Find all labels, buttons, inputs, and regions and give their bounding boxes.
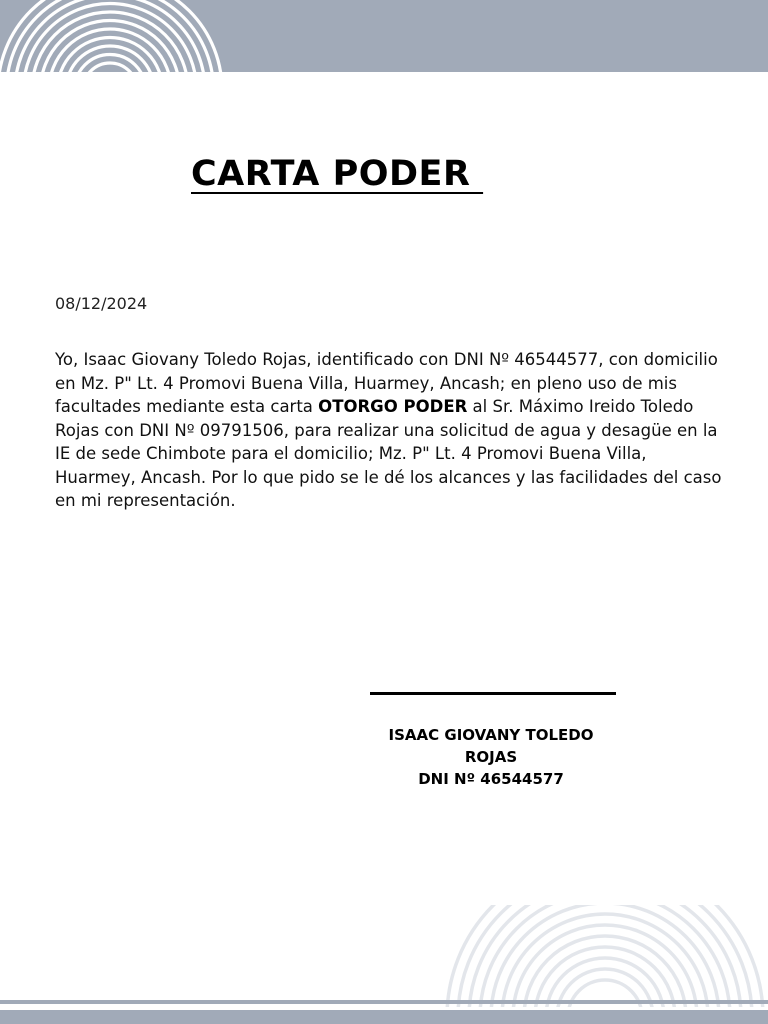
signer-dni: DNI Nº 46544577	[418, 770, 564, 788]
body-text-end: al Sr. Máximo Ireido Toledo Rojas con DNI Nº 09791506, para realizar una solicitud de agua y desagüe en la IE de sede Chimbote para el domicilio; Mz. P" Lt. 4 Promovi Buena Villa, Huarmey, Ancash. Por lo que pido se le dé los alcances y las facilidades del caso en mi representación.	[55, 397, 722, 510]
decorative-arcs-top	[0, 0, 230, 72]
body-text-emphasis: OTORGO PODER	[318, 397, 468, 416]
signature-block	[360, 724, 622, 790]
footer-band	[0, 1010, 768, 1024]
decorative-arc	[66, 46, 154, 72]
document-body	[55, 348, 727, 513]
signature-line	[370, 692, 616, 695]
decorative-arc	[535, 947, 675, 1007]
decorative-arc	[83, 63, 137, 72]
document-date: 08/12/2024	[55, 294, 148, 313]
signer-name: ISAAC GIOVANY TOLEDO ROJAS	[388, 726, 594, 766]
footer-band-thin	[0, 1000, 768, 1004]
decorative-arc	[458, 905, 752, 1007]
document-title: CARTA PODER	[191, 154, 484, 194]
body-text-start: Yo, Isaac Giovany Toledo Rojas, identificado con DNI Nº 46544577, con domicilio en Mz. P" Lt. 4 Promovi Buena Villa, Huarmey, Ancash; en pleno uso de mis facultades mediante esta carta	[55, 350, 718, 416]
decorative-arcs-bottom	[440, 905, 768, 1007]
